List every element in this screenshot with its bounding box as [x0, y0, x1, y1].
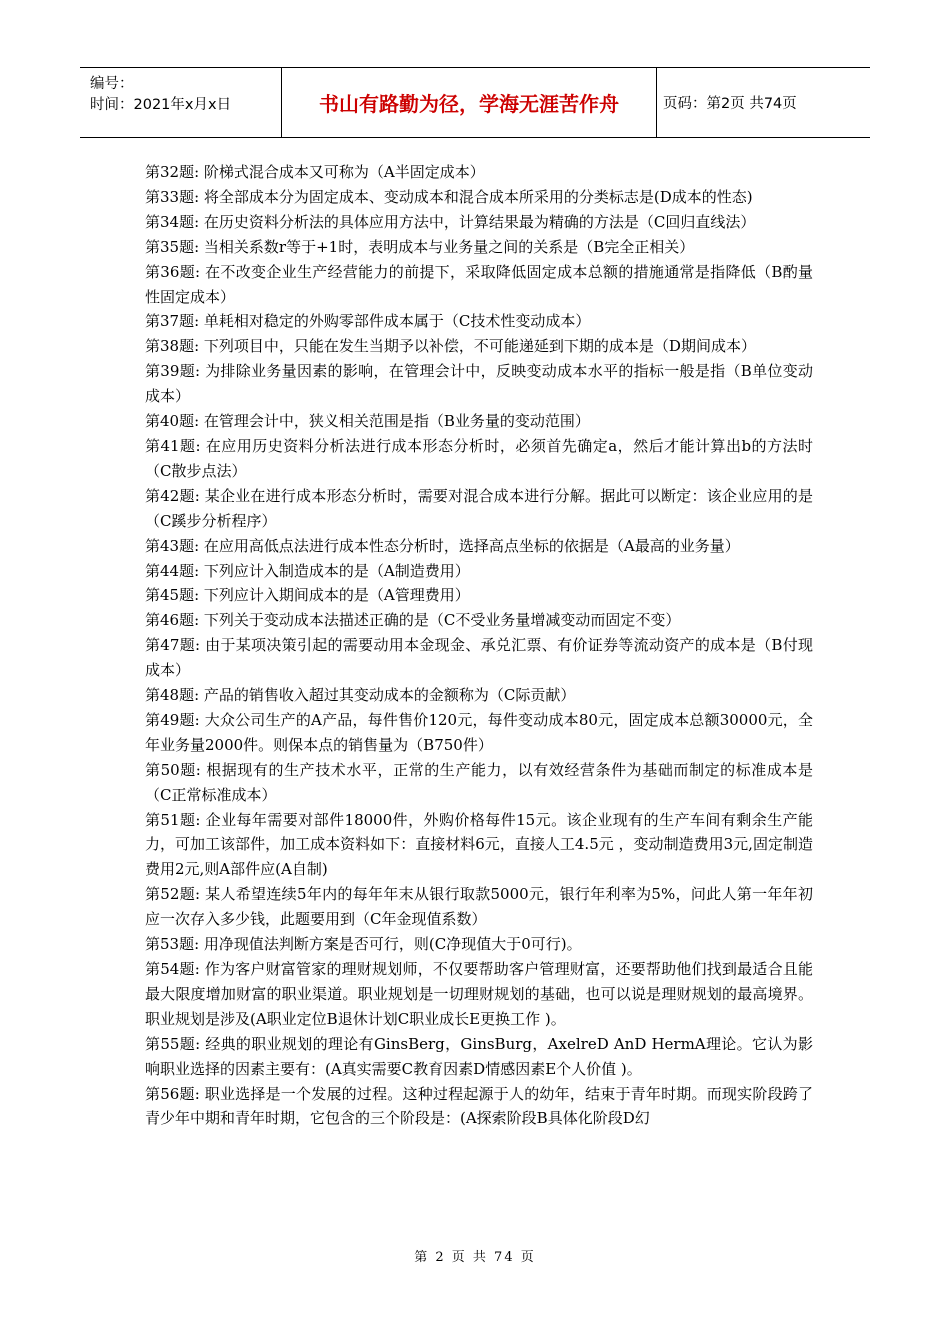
- question-47: 第47题: 由于某项决策引起的需要动用本金现金、承兑汇票、有价证券等流动资产的成本是（B付现成本）: [145, 636, 813, 680]
- question-36: 第36题: 在不改变企业生产经营能力的前提下，采取降低固定成本总额的措施通常是指降低（B酌量性固定成本）: [145, 262, 813, 306]
- page-footer: 第 2 页 共 74 页: [414, 1250, 536, 1265]
- question-53: 第53题: 用净现值法判断方案是否可行，则(C净现值大于0可行)。: [145, 935, 582, 954]
- question-34: 第34题: 在历史资料分析法的具体应用方法中，计算结果最为精确的方法是（C回归直线法）: [145, 212, 756, 231]
- question-32: 第32题: 阶梯式混合成本又可称为（A半固定成本）: [145, 163, 485, 181]
- question-55: 第55题: 经典的职业规划的理论有GinsBerg，GinsBurg，AxelreD AnD HermA理论。它认为影响职业选择的因素主要有：(A真实需要C教育因素D情感因素E个人价值 )。: [145, 1034, 813, 1078]
- question-44: 第44题: 下列应计入制造成本的是（A制造费用）: [145, 561, 470, 580]
- question-49: 第49题: 大众公司生产的A产品，每件售价120元，每件变动成本80元，固定成本总额30000元，全年业务量2000件。则保本点的销售量为（B750件）: [145, 710, 813, 754]
- question-48: 第48题: 产品的销售收入超过其变动成本的金额称为（C际贡献）: [145, 686, 576, 705]
- number-label: 编号：: [90, 76, 134, 92]
- header-slogan: 书山有路勤为径，学海无涯苦作舟: [282, 68, 657, 137]
- question-54: 第54题: 作为客户财富管家的理财规划师，不仅要帮助客户管理财富，还要帮助他们找到最适合且能最大限度增加财富的职业渠道。职业规划是一切理财规划的基础，也可以说是理财规划的最高境界。职业规划是涉及(A职业定位B退休计划C职业成长E更换工作 )。: [145, 960, 813, 1028]
- question-46: 第46题: 下列关于变动成本法描述正确的是（C不受业务量增减变动而固定不变）: [145, 611, 681, 630]
- question-52: 第52题: 某人希望连续5年内的每年年末从银行取款5000元，银行年利率为5%，问此人第一年年初应一次存入多少钱，此题要用到（C年金现值系数）: [145, 885, 813, 929]
- question-45: 第45题: 下列应计入期间成本的是（A管理费用）: [145, 586, 470, 605]
- question-43: 第43题: 在应用高低点法进行成本性态分析时，选择高点坐标的依据是（A最高的业务量）: [145, 536, 740, 555]
- question-42: 第42题: 某企业在进行成本形态分析时，需要对混合成本进行分解。据此可以断定：该企业应用的是（C蹊步分析程序）: [145, 486, 813, 530]
- question-51: 第51题: 企业每年需要对部件18000件，外购价格每件15元。该企业现有的生产车间有剩余生产能力，可加工该部件，加工成本资料如下：直接材料6元，直接人工4.5元 ，变动制造费用3元,固定制造费用2元,则A部件应(A自制): [145, 810, 813, 879]
- header-page-info: 页码：第2页 共74页: [663, 96, 797, 112]
- question-56: 第56题: 职业选择是一个发展的过程。这种过程起源于人的幼年，结束于青年时期。而现实阶段跨了青少年中期和青年时期，它包含的三个阶段是：(A探索阶段B具体化阶段D幻: [145, 1084, 813, 1128]
- question-33: 第33题: 将全部成本分为固定成本、变动成本和混合成本所采用的分类标志是(D成本的性态): [145, 187, 753, 206]
- question-41: 第41题: 在应用历史资料分析法进行成本形态分析时，必须首先确定a，然后才能计算出b的方法时（C散步点法）: [145, 436, 813, 480]
- question-list: [145, 160, 813, 1131]
- header-table: [80, 67, 870, 138]
- question-35: 第35题: 当相关系数r等于+1时，表明成本与业务量之间的关系是（B完全正相关）: [145, 237, 695, 256]
- question-50: 第50题: 根据现有的生产技术水平，正常的生产能力，以有效经营条件为基础而制定的标准成本是（C正常标准成本）: [145, 760, 813, 804]
- question-40: 第40题: 在管理会计中，狭义相关范围是指（B业务量的变动范围）: [145, 412, 590, 431]
- question-39: 第39题: 为排除业务量因素的影响，在管理会计中，反映变动成本水平的指标一般是指（B单位变动成本）: [145, 362, 813, 406]
- question-37: 第37题: 单耗相对稳定的外购零部件成本属于（C技术性变动成本）: [145, 312, 591, 331]
- time-label: 时间：2021年x月x日: [90, 97, 232, 113]
- question-38: 第38题: 下列项目中，只能在发生当期予以补偿，不可能递延到下期的成本是（D期间成本）: [145, 337, 756, 356]
- header-meta: [80, 68, 282, 137]
